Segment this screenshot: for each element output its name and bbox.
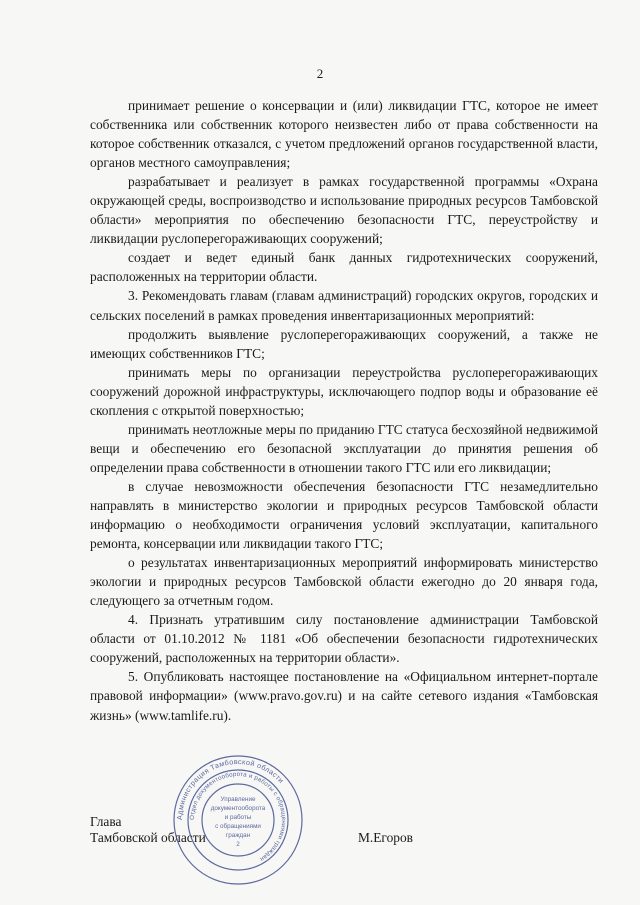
signature-block: [90, 814, 598, 846]
stamp-center-line: с обращениями: [215, 823, 261, 830]
stamp-outer-text: Администрация Тамбовской области: [174, 756, 286, 821]
paragraph: принимать меры по организации переустройства руслоперегораживающих сооружений дорожной инфраструктуры, исключающего подпор воды и образование её скопления с открытой поверхностью;: [90, 364, 598, 418]
paragraph: 4. Признать утратившим силу постановление администрации Тамбовской области от 01.10.2012 № 1181 «Об обеспечении безопасности гидротехнических сооружений, расположенных на территории области».: [90, 612, 598, 666]
stamp-center-line: документооборота: [210, 805, 266, 812]
stamp-center-line: граждан: [225, 832, 251, 839]
stamp-center-line: Управление: [220, 796, 256, 803]
signatory-title-line1: Глава: [90, 814, 122, 829]
paragraph: продолжить выявление руслоперегораживающих сооружений, а также не имеющих собственников ГТС;: [90, 326, 598, 361]
paragraph: принимает решение о консервации и (или) ликвидации ГТС, которое не имеет собственника или собственник которого неизвестен либо от права собственности на которое собственник отказался, с учетом предложений органов государственной власти, органов местного самоуправления;: [90, 98, 598, 171]
page-number: 2: [316, 66, 324, 81]
paragraph: принимать неотложные меры по приданию ГТС статуса бесхозяйной недвижимой вещи и обеспечению его безопасной эксплуатации до принятия решения об определении права собственности в отношении такого ГТС или его ликвидации;: [90, 421, 598, 475]
stamp-center-line: и работы: [224, 814, 252, 821]
paragraph: в случае невозможности обеспечения безопасности ГТС незамедлительно направлять в министерство экологии и природных ресурсов Тамбовской области информацию о необходимости ограничения условий эксплуатации, капитального ремонта, консервации или ликвидации такого ГТС;: [90, 478, 598, 552]
paragraph: разрабатывает и реализует в рамках государственной программы «Охрана окружающей среды, воспроизводство и использование природных ресурсов Тамбовской области» мероприятия по обеспечению безопасности ГТС, переустройству и ликвидации руслоперегораживающих сооружений;: [90, 174, 598, 247]
document-body: [90, 96, 598, 725]
signatory-name: М.Егоров: [358, 830, 414, 845]
signatory-title-line2: Тамбовской области: [90, 830, 206, 845]
official-stamp: [172, 754, 304, 886]
paragraph: создает и ведет единый банк данных гидротехнических сооружений, расположенных на территории области.: [90, 250, 598, 285]
stamp-center-line: 2: [236, 841, 240, 848]
paragraph: 3. Рекомендовать главам (главам администраций) городских округов, городских и сельских поселений в рамках проведения инвентаризационных мероприятий:: [90, 288, 598, 323]
paragraph: 5. Опубликовать настоящее постановление на «Официальном интернет-портале правовой информации» (www.pravo.gov.ru) и на сайте сетевого издания «Тамбовская жизнь» (www.tamlife.ru).: [90, 669, 598, 723]
stamp-inner-text: Отдел документооборота и работы с обращениями граждан: [188, 770, 288, 863]
paragraph: о результатах инвентаризационных мероприятий информировать министерство экологии и природных ресурсов Тамбовской области ежегодно до 20 января года, следующего за отчетным годом.: [90, 555, 598, 609]
